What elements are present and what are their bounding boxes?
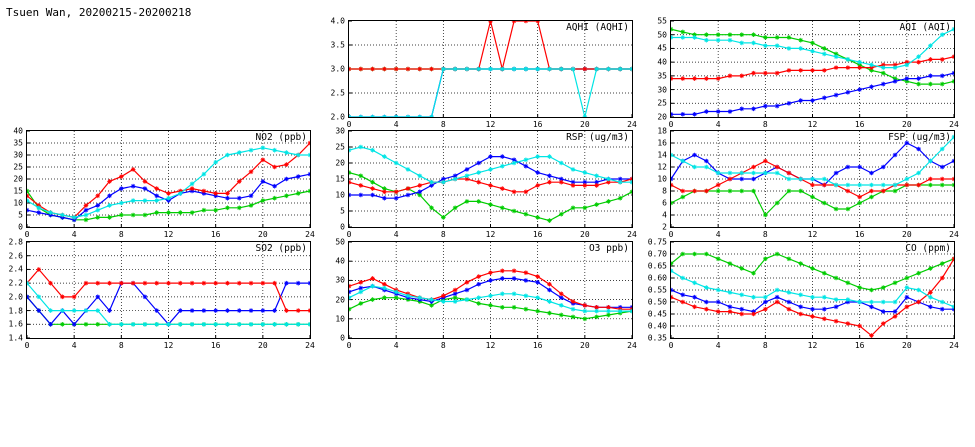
xtick-label-aqi-4: 16: [854, 120, 865, 129]
plot-svg-fsp: [671, 131, 954, 227]
xtick-label-so2-4: 16: [210, 341, 221, 350]
plot-area-aqhi: [348, 20, 633, 118]
ytick-label-no2-7: 35: [13, 138, 23, 148]
ytick-label-no2-3: 15: [13, 186, 23, 196]
chart-title-rsp: RSP (ug/m3): [566, 132, 629, 143]
ytick-label-o3-5: 50: [335, 237, 345, 247]
plot-svg-aqhi: [349, 21, 632, 117]
ytick-label-aqi-2: 30: [657, 85, 667, 95]
xtick-label-co-4: 16: [854, 341, 865, 350]
ytick-label-no2-0: 0: [18, 222, 23, 232]
xtick-label-aqhi-5: 20: [580, 120, 590, 129]
ytick-label-so2-4: 2.2: [8, 278, 23, 288]
ytick-label-o3-3: 30: [335, 275, 345, 285]
xtick-label-rsp-2: 8: [440, 230, 446, 239]
series-aqi-day3: [671, 54, 954, 81]
xtick-label-no2-6: 24: [305, 230, 315, 239]
chart-title-fsp: FSP (ug/m3): [888, 132, 951, 143]
ytick-label-co-2: 0.45: [647, 309, 667, 319]
xtick-label-so2-1: 4: [71, 341, 77, 350]
xtick-label-aqhi-4: 16: [532, 120, 543, 129]
ytick-label-rsp-1: 5: [340, 206, 345, 216]
ytick-label-so2-2: 1.8: [8, 306, 23, 316]
ytick-label-aqi-0: 20: [657, 112, 667, 122]
xtick-label-co-3: 12: [807, 341, 818, 350]
xtick-label-rsp-4: 16: [532, 230, 543, 239]
xtick-label-rsp-0: 0: [346, 230, 352, 239]
plot-svg-so2: [27, 242, 310, 338]
ytick-label-aqi-6: 50: [657, 30, 667, 40]
ytick-label-no2-4: 20: [13, 174, 23, 184]
ytick-label-o3-4: 40: [335, 256, 345, 266]
ytick-label-aqhi-0: 2.0: [330, 112, 345, 122]
chart-panel-co: [647, 237, 959, 350]
chart-panel-aqi: [657, 16, 959, 129]
ytick-label-rsp-5: 25: [335, 142, 345, 152]
chart-title-o3: O3 ppb): [588, 243, 629, 254]
ytick-label-fsp-8: 18: [657, 126, 667, 136]
ytick-label-no2-2: 10: [13, 198, 23, 208]
ytick-label-aqhi-2: 3.0: [330, 64, 345, 74]
xtick-label-aqi-1: 4: [715, 120, 721, 129]
xtick-label-rsp-1: 4: [393, 230, 399, 239]
plot-area-co: [670, 241, 955, 339]
xtick-label-co-1: 4: [715, 341, 721, 350]
xtick-label-fsp-2: 8: [762, 230, 768, 239]
plot-area-no2: [26, 130, 311, 228]
xtick-label-co-0: 0: [668, 341, 674, 350]
xtick-label-aqi-6: 24: [949, 120, 959, 129]
xtick-label-aqhi-3: 12: [485, 120, 496, 129]
chart-panel-no2: [13, 126, 315, 239]
xtick-label-fsp-0: 0: [668, 230, 674, 239]
chart-title-co: CO (ppm): [905, 243, 951, 254]
ytick-label-aqhi-1: 2.5: [330, 88, 345, 98]
series-co-day2: [671, 288, 954, 314]
chart-panel-aqhi: [330, 16, 637, 129]
ytick-label-fsp-2: 6: [662, 198, 667, 208]
xtick-label-rsp-3: 12: [485, 230, 496, 239]
xtick-label-no2-0: 0: [24, 230, 30, 239]
xtick-label-so2-2: 8: [118, 341, 124, 350]
ytick-label-co-0: 0.35: [647, 333, 667, 343]
ytick-label-so2-5: 2.4: [8, 264, 23, 274]
ytick-label-no2-1: 5: [18, 210, 23, 220]
ytick-label-aqhi-3: 3.5: [330, 40, 345, 50]
xtick-label-fsp-1: 4: [715, 230, 721, 239]
chart-title-aqhi: AQHI (AQHI): [566, 22, 629, 33]
xtick-label-no2-1: 4: [71, 230, 77, 239]
ytick-label-rsp-3: 15: [335, 174, 345, 184]
chart-title-aqi: AQI (AQI): [899, 22, 951, 33]
xtick-label-aqhi-2: 8: [440, 120, 446, 129]
xtick-label-so2-6: 24: [305, 341, 315, 350]
ytick-label-aqi-5: 45: [657, 43, 667, 53]
ytick-label-aqi-7: 55: [657, 16, 667, 26]
xtick-label-rsp-6: 24: [627, 230, 637, 239]
ytick-label-so2-3: 2.0: [8, 292, 23, 302]
xtick-label-co-5: 20: [902, 341, 912, 350]
xtick-label-o3-4: 16: [532, 341, 543, 350]
plot-area-fsp: [670, 130, 955, 228]
xtick-label-aqhi-1: 4: [393, 120, 399, 129]
ytick-label-no2-5: 25: [13, 162, 23, 172]
plot-area-rsp: [348, 130, 633, 228]
xtick-label-rsp-5: 20: [580, 230, 590, 239]
ytick-label-co-3: 0.50: [647, 297, 667, 307]
series-co-day4: [671, 269, 954, 310]
xtick-label-no2-2: 8: [118, 230, 124, 239]
page-title: Tsuen Wan, 20200215-20200218: [6, 6, 192, 19]
chart-panel-so2: [8, 237, 315, 350]
xtick-label-aqhi-6: 24: [627, 120, 637, 129]
xtick-label-aqi-2: 8: [762, 120, 768, 129]
xtick-label-no2-4: 16: [210, 230, 221, 239]
series-aqhi-day2: [349, 67, 632, 117]
xtick-label-aqi-5: 20: [902, 120, 912, 129]
xtick-label-fsp-5: 20: [902, 230, 912, 239]
xtick-label-o3-0: 0: [346, 341, 352, 350]
xtick-label-fsp-6: 24: [949, 230, 959, 239]
ytick-label-fsp-3: 8: [662, 186, 667, 196]
series-aqi-day1: [671, 27, 954, 86]
ytick-label-rsp-4: 20: [335, 158, 345, 168]
xtick-label-aqhi-0: 0: [346, 120, 352, 129]
xtick-label-no2-5: 20: [258, 230, 268, 239]
ytick-label-fsp-7: 16: [657, 138, 667, 148]
ytick-label-fsp-1: 4: [662, 210, 667, 220]
xtick-label-o3-6: 24: [627, 341, 637, 350]
plot-svg-o3: [349, 242, 632, 338]
plot-area-aqi: [670, 20, 955, 118]
ytick-label-co-8: 0.75: [647, 237, 667, 247]
xtick-label-fsp-3: 12: [807, 230, 818, 239]
ytick-label-so2-1: 1.6: [8, 319, 23, 329]
ytick-label-rsp-2: 10: [335, 190, 345, 200]
ytick-label-no2-6: 30: [13, 150, 23, 160]
chart-panel-rsp: [335, 126, 637, 239]
ytick-label-rsp-6: 30: [335, 126, 345, 136]
xtick-label-o3-1: 4: [393, 341, 399, 350]
xtick-label-so2-3: 12: [163, 341, 174, 350]
xtick-label-fsp-4: 16: [854, 230, 865, 239]
ytick-label-so2-6: 2.6: [8, 251, 23, 261]
ytick-label-co-4: 0.55: [647, 285, 667, 295]
chart-title-so2: SO2 (ppb): [255, 243, 307, 254]
ytick-label-o3-0: 0: [340, 333, 345, 343]
plot-svg-aqi: [671, 21, 954, 117]
series-aqhi-day4: [349, 67, 632, 117]
chart-panel-o3: [335, 237, 637, 350]
plot-svg-co: [671, 242, 954, 338]
ytick-label-co-6: 0.65: [647, 261, 667, 271]
plot-area-so2: [26, 241, 311, 339]
ytick-label-rsp-0: 0: [340, 222, 345, 232]
plot-area-o3: [348, 241, 633, 339]
xtick-label-aqi-3: 12: [807, 120, 818, 129]
xtick-label-o3-3: 12: [485, 341, 496, 350]
ytick-label-co-7: 0.70: [647, 249, 667, 259]
chart-panel-fsp: [657, 126, 959, 239]
ytick-label-fsp-6: 14: [657, 150, 667, 160]
plot-svg-no2: [27, 131, 310, 227]
ytick-label-co-1: 0.40: [647, 321, 667, 331]
xtick-label-o3-5: 20: [580, 341, 590, 350]
ytick-label-so2-0: 1.4: [8, 333, 23, 343]
ytick-label-so2-7: 2.8: [8, 237, 23, 247]
ytick-label-aqi-4: 40: [657, 57, 667, 67]
chart-title-no2: NO2 (ppb): [255, 132, 307, 143]
ytick-label-fsp-5: 12: [657, 162, 667, 172]
ytick-label-o3-2: 20: [335, 295, 345, 305]
ytick-label-fsp-0: 2: [662, 222, 667, 232]
ytick-label-aqi-3: 35: [657, 71, 667, 81]
xtick-label-co-6: 24: [949, 341, 959, 350]
xtick-label-no2-3: 12: [163, 230, 174, 239]
xtick-label-co-2: 8: [762, 341, 768, 350]
ytick-label-fsp-4: 10: [657, 174, 667, 184]
ytick-label-co-5: 0.60: [647, 273, 667, 283]
xtick-label-so2-5: 20: [258, 341, 268, 350]
xtick-label-so2-0: 0: [24, 341, 30, 350]
ytick-label-o3-1: 10: [335, 314, 345, 324]
ytick-label-aqi-1: 25: [657, 98, 667, 108]
ytick-label-aqhi-4: 4.0: [330, 16, 345, 26]
xtick-label-aqi-0: 0: [668, 120, 674, 129]
ytick-label-no2-8: 40: [13, 126, 23, 136]
xtick-label-o3-2: 8: [440, 341, 446, 350]
plot-svg-rsp: [349, 131, 632, 227]
